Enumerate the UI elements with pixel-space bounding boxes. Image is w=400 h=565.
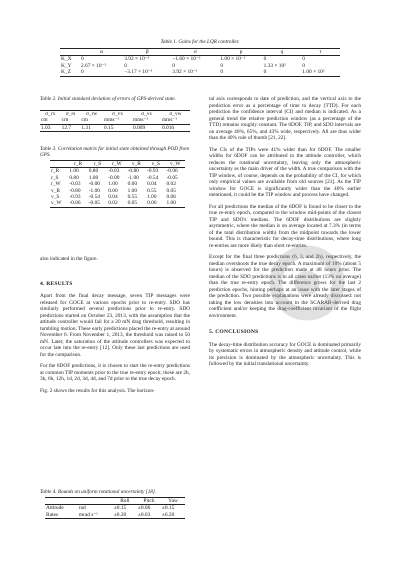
table-cell: 1.00 × 10² [302, 69, 325, 76]
table-cell: rad [78, 505, 86, 512]
table-cell: 0 [302, 56, 305, 63]
table1-header: β [145, 49, 149, 55]
table-cell: -0.06 [69, 200, 81, 207]
table2-header: σ_vs [141, 111, 152, 117]
table-row [45, 512, 185, 519]
table-cell: -0.80 [127, 168, 139, 175]
table-cell: 0.55 [127, 194, 138, 201]
body-text: The CIs of the TIPs were 41% wider than for 6DOF. The smaller widths for 6DOF can be attributed to the attitude controller, which reduces the rotational uncertainty, leaving only the atmospheric uncertainty as the main driver of the width. A true comparison with the TIP window, of course, depends on the probability of the CI, for which only empirical values are available from old sources [21]. As the TIP window for GOCE is significantly wider than the 40% earlier mentioned, it could be the TIP window and process have changed. [209, 146, 361, 198]
table3-header: r_R [74, 161, 83, 167]
right-column [209, 96, 361, 373]
table-cell: 0 [80, 69, 84, 76]
table-cell: 0.55 [147, 187, 157, 194]
table-cell: -0.03 [108, 168, 120, 175]
table2-unit: cm [81, 117, 88, 124]
table-cell: 0.06 [147, 200, 157, 207]
table1-header: q [280, 49, 284, 55]
table2-caption: Table 2. Initial standard deviation of errors of GPS-derived state. [40, 96, 176, 102]
table-cell: 0 [263, 56, 267, 63]
table-cell: 0 [80, 56, 84, 63]
table2-header: σ_vx [112, 111, 124, 117]
table-cell: 3.92 × 10⁻³ [124, 56, 150, 63]
table-cell: -0.06 [166, 168, 178, 175]
table-cell: ±0.06 [137, 505, 151, 512]
table-cell: 0.02 [166, 181, 176, 188]
table3-header: r_W [112, 161, 122, 167]
table-cell: Attitude [46, 505, 64, 512]
table-row [60, 69, 340, 76]
table-cell: r_R [51, 168, 60, 175]
table-cell: ±0.03 [137, 511, 151, 518]
table-cell: 0.00 [127, 181, 138, 188]
table3-caption: Table 3. Correlation matrix for initial state obtained through POD from GPS. [40, 146, 189, 159]
table2-value: 12.7 [61, 124, 72, 131]
table-cell: -0.05 [88, 200, 100, 207]
table-cell: 0 [302, 62, 305, 69]
table-cell: ±6.20 [161, 511, 175, 518]
body-text: also indicated in the figure. [40, 256, 98, 262]
table3-header: v_W [170, 161, 181, 167]
table2-header: σ_rs [65, 111, 76, 117]
table2-unit: cm [41, 117, 48, 124]
table4 [45, 497, 185, 519]
table2-unit: mms⁻¹ [161, 117, 177, 124]
table-row [60, 56, 340, 63]
table-cell: 0 [220, 62, 224, 69]
table3-header: v_R [131, 161, 141, 167]
table-cell: r_W [51, 181, 61, 188]
table3-header: v_S [151, 161, 160, 167]
table-cell: -0.54 [147, 174, 159, 181]
table-cell: ±0.15 [113, 505, 127, 512]
table2-header: σ_vw [169, 111, 182, 117]
table2-unit: cm [61, 117, 69, 124]
table-cell: 0.00 [108, 187, 118, 194]
table-cell: −3.17 × 10⁻³ [124, 69, 153, 76]
table2-value: 1.31 [81, 124, 91, 131]
table-cell: -0.93 [69, 194, 81, 201]
table2-header: σ_rx [45, 111, 56, 117]
table-cell: -0.03 [69, 181, 81, 188]
table4-header: Yaw [168, 498, 178, 504]
table-cell: 2.67 × 10⁻² [80, 62, 106, 69]
table-cell: -0.54 [88, 194, 100, 201]
table-cell: mrad s⁻¹ [78, 511, 98, 518]
body-text: Apart from the final decay message, seven TIP messages were released for GOCE at various epochs prior to re-entry. SDO has similarly performed several predictions prior to re-entry. SDO predictions started on October 23, 2013, with the assumption that the attitude controller would fail for a 20 mN drag threshold, resulting in tumbling motion. These early predictions placed the re-entry at around November 6. From November 1, 2013, the threshold was raised to 50 mN. Later, the saturation of the attitude controllers was expected to occur late into the re-entry [12]. Only these last predictions are used for the comparison. [40, 293, 190, 358]
table4-caption: Table 4. Bounds on uniform rotational uncertainty [18]. [40, 489, 157, 495]
table2-unit: mms⁻¹ [133, 117, 148, 124]
table1-header: τ [319, 49, 322, 55]
table2-value: 0.15 [104, 124, 114, 131]
table-cell: 1.00 [166, 200, 176, 207]
section-heading: 5. CONCLUSIONS [209, 329, 259, 335]
table-cell: -0.93 [147, 168, 159, 175]
table-row [50, 168, 185, 175]
table-cell: 0 [124, 62, 127, 69]
table4-header [78, 498, 113, 505]
table-cell: 0.05 [166, 187, 176, 194]
table-cell: -0.80 [69, 187, 81, 194]
table2-value: 0.016 [161, 124, 175, 131]
table-cell: 1.00 [108, 181, 118, 188]
table-cell: 0.06 [166, 194, 176, 201]
body-text: Fig. 2 shows the results for this analysis. The horizon- [40, 387, 155, 394]
table-cell: v_W [51, 200, 62, 207]
table-cell: 0.80 [69, 174, 79, 181]
table-row [50, 200, 185, 207]
table-cell: ±0.15 [161, 505, 175, 512]
table-cell: -1.00 [88, 187, 100, 194]
body-text: For all predictions the median of the 6DOF is found to be closer to the true re-entry epoch, compared to the window mid-points of the closest TIP and SDO's medians. The 6DOF distributions are slightly asymmetric, where the median is on average located at 7.3% (in terms of the total distribution width) from the midpoint towards the lower bound. This is characteristic for decay-time distributions, where long re-entries are more likely than short re-entries. [209, 203, 361, 249]
table3-header: r_S [93, 161, 102, 167]
table-cell: 1.33 × 10² [263, 62, 286, 69]
table2 [40, 110, 190, 132]
table-cell: 1.00 [69, 168, 79, 175]
table-row [45, 505, 185, 512]
table-cell: v_R [51, 187, 60, 194]
table1-header: α [100, 49, 103, 55]
table-cell: 0.05 [127, 200, 138, 207]
table2-header: σ_rw [86, 111, 98, 117]
table4-header: Roll [120, 498, 130, 504]
body-text: Except for the final three predictions (6, 3, and 2h), respectively, the median overshoots the true decay epoch. A maximum of 10% (about 5 hours) is observed for the prediction made at 48 hours prior. The median of the SDO predictions is in all cases earlier (13% on average) than the true re-entry epoch. The difference grows for the last 2 prediction epochs, hinting perhaps at an issue with the later stages of the prediction. Two possible explanations were already discussed: not taking the low densities into account in the SCARAB-derived drag coefficient and/or keeping the drag-coefficient invariant of the flight environment. [209, 254, 361, 319]
table3 [50, 160, 185, 208]
table-cell: 3.92 × 10⁻² [172, 69, 198, 76]
table-cell: 1.00 [147, 194, 157, 201]
body-text: For the 6DOF predictions, it is chosen to start the re-entry predictions at common TIP moments prior to the true re-entry epoch; these are 2h, 3h, 6h, 12h, 1d, 2d, 3d, 4d, and 7d prior to the true decay epoch. [40, 363, 190, 382]
table2-value: 1.03 [41, 124, 51, 131]
section-heading: 4. RESULTS [40, 280, 73, 287]
table-cell: K_X [61, 56, 72, 63]
table1-header [60, 49, 80, 56]
table-cell: 0 [220, 69, 224, 76]
table-cell: 1.00 [88, 174, 99, 181]
table-cell: -0.00 [108, 174, 120, 181]
table-cell: -0.05 [166, 174, 178, 181]
table1-header: p [239, 49, 243, 55]
table-cell: 0.04 [108, 194, 118, 201]
table1-caption: Table 1. Gains for the LQR controller. [160, 39, 240, 45]
table4-header [45, 498, 78, 505]
table-cell: 0 [263, 69, 267, 76]
table-cell: 1.00 × 10⁻² [220, 56, 246, 63]
table1-header: σ [193, 49, 197, 55]
table2-value: 0.009 [133, 124, 146, 131]
table-cell: K_Z [61, 69, 71, 76]
table-cell: Rates [46, 511, 58, 518]
table3-header [50, 161, 68, 168]
body-text: The decay-time distribution accuracy for GOCE is dominated primarily by systematic errors in atmospheric density and attitude control, while its precision is dominated by the atmospheric uncertainty. This is followed by the initial translational uncertainty. [209, 341, 361, 367]
table-cell: 0 [172, 62, 175, 69]
table-cell: r_S [51, 174, 59, 181]
table-cell: 0.04 [147, 181, 157, 188]
table-cell: -1.00 [127, 174, 139, 181]
table-cell: K_Y [61, 62, 72, 69]
body-text: tal axis corresponds to date of prediction, and the vertical axis to the prediction error as a percentage of time to decay (TTD). For each prediction the confidence interval (CI) and median is indicated. As a general trend the relative prediction window (as a percentage of the TTD) remains roughly constant. The 6DOF, TIP, and SDO intervals are on average 46%, 65%, and 43% wide, respectively. All are thus wider than the 40% rule of thumb [21, 22]. [209, 96, 361, 141]
table1 [60, 48, 340, 77]
table-cell: 0.80 [88, 168, 99, 175]
table-cell: 1.00 [127, 187, 138, 194]
table-cell: ±0.20 [113, 511, 127, 518]
left-column [40, 256, 190, 399]
table2-unit: mms⁻¹ [104, 117, 119, 124]
table-cell: 0.02 [108, 200, 118, 207]
table4-header: Pitch [143, 498, 155, 504]
table-cell: −1.60 × 10⁻² [172, 56, 201, 63]
table-cell: -0.00 [88, 181, 100, 188]
table-cell: v_S [51, 194, 60, 201]
